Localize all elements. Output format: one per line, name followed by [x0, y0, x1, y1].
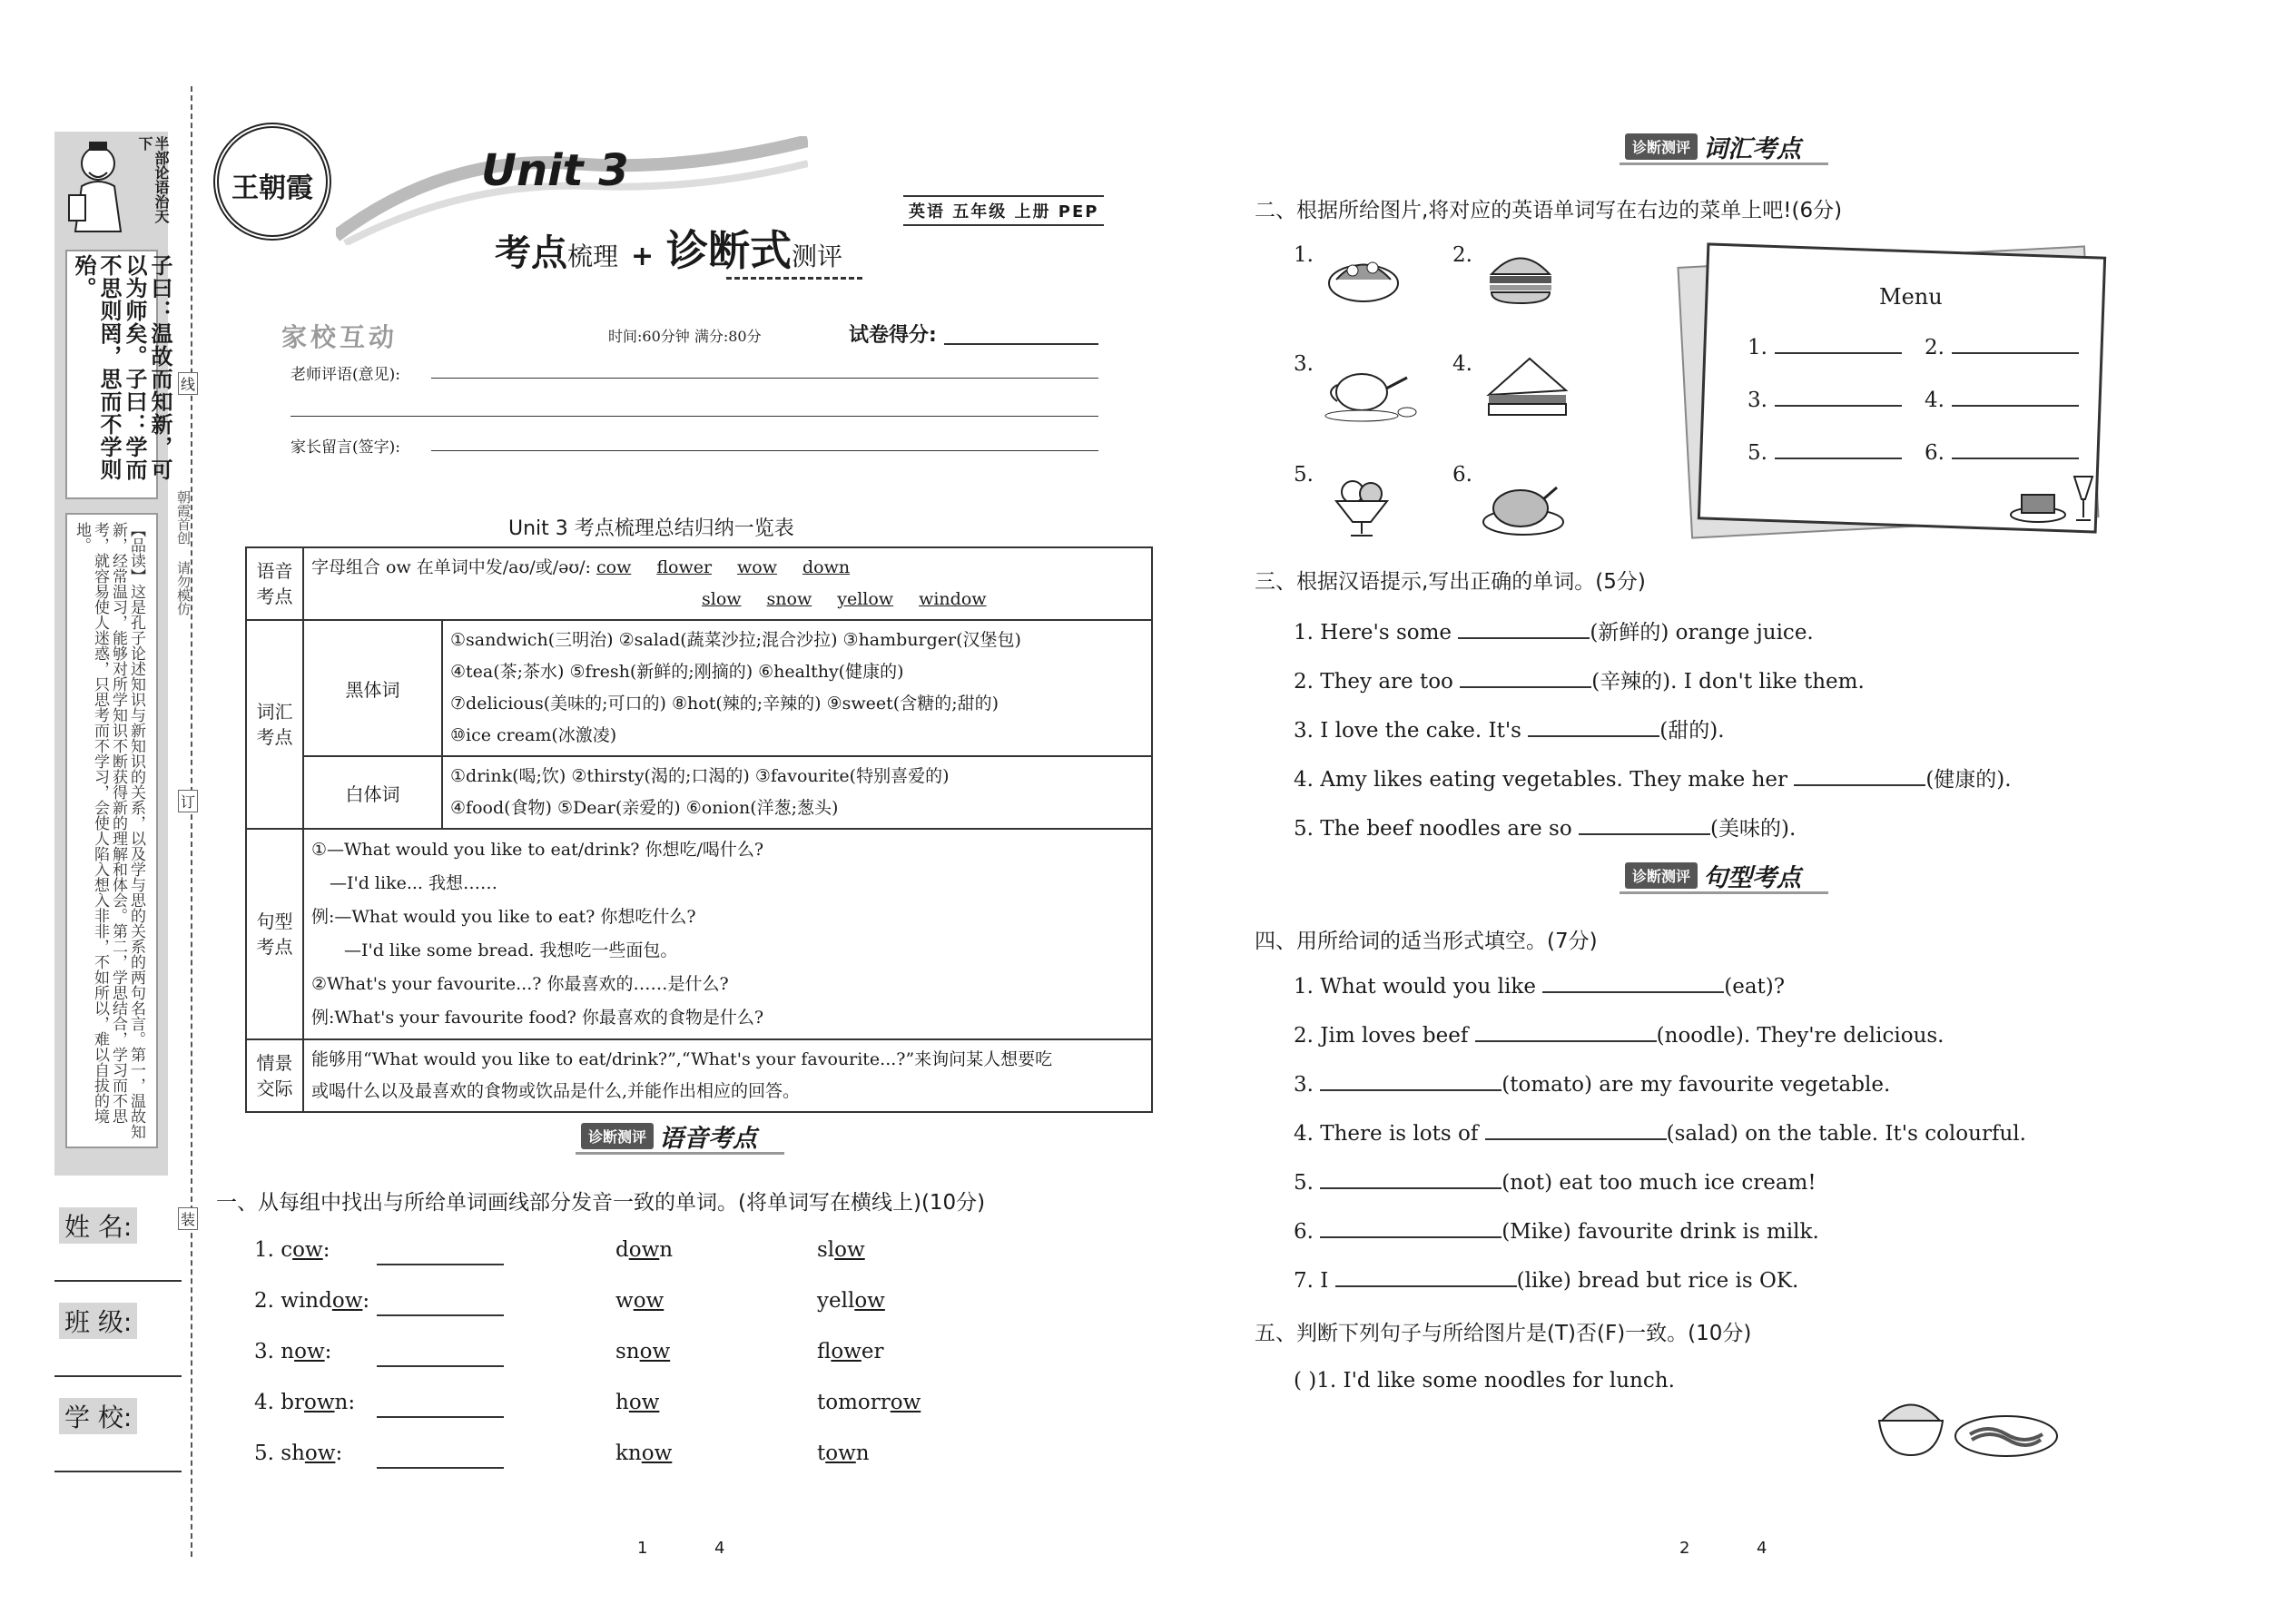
table-row	[246, 1039, 1152, 1112]
situation-line: 或喝什么以及最喜欢的食物或饮品是什么,并能作出相应的回答。	[311, 1081, 801, 1101]
q1-word: window:	[281, 1289, 370, 1313]
subtitle-dash	[726, 277, 862, 280]
banner-arrow	[1620, 160, 1828, 165]
pic-num: 5.	[1294, 463, 1314, 487]
menu-item: 4.	[1925, 389, 2079, 412]
menu-answer-blank[interactable]	[1775, 352, 1902, 354]
q1-option: town	[817, 1442, 870, 1465]
q4-answer-blank[interactable]	[1320, 1089, 1501, 1091]
banner-arrow	[576, 1149, 784, 1155]
ice-cream-icon	[1325, 472, 1398, 544]
banner-name: 词汇考点	[1703, 135, 1802, 163]
white-words-line: ④food(食物) ⑤Dear(亲爱的) ⑥onion(洋葱;葱头)	[450, 798, 839, 818]
confucius-illustration	[62, 136, 133, 236]
q3-item: 5. The beef noodles are so (美味的).	[1294, 817, 1797, 841]
menu-item: 2.	[1925, 336, 2079, 359]
school-label: 学 校:	[59, 1398, 137, 1434]
class-label: 班 级:	[59, 1303, 137, 1339]
menu-item: 1.	[1748, 336, 1902, 359]
q3-item: 3. I love the cake. It's (甜的).	[1294, 719, 1725, 743]
rice-bowl-icon	[1875, 1393, 1947, 1465]
sentence-category: 句型考点	[246, 829, 303, 1039]
pic-num: 4.	[1452, 352, 1472, 376]
phonics-word: wow	[737, 557, 777, 577]
situation-category: 情景交际	[246, 1039, 303, 1112]
teacher-comment-label: 老师评语(意见):	[290, 366, 400, 384]
q1-row	[254, 1340, 331, 1363]
subtitle-part-a: 考点	[495, 232, 567, 274]
subtitle-part-b: 梳理	[567, 241, 619, 271]
q4-answer-blank[interactable]	[1542, 991, 1724, 993]
banner-tag: 诊断测评	[581, 1123, 654, 1149]
q5-heading: 五、判断下列句子与所给图片是(T)否(F)一致。(10分)	[1255, 1322, 1752, 1345]
menu-answer-blank[interactable]	[1952, 352, 2079, 354]
school-field[interactable]	[54, 1471, 182, 1472]
banner-arrow	[1620, 889, 1828, 894]
q1-answer-blank[interactable]	[377, 1314, 504, 1316]
menu-item: 6.	[1925, 441, 2079, 465]
subtitle-plus: +	[630, 241, 655, 272]
table-row	[246, 547, 1152, 620]
table-row	[246, 756, 1152, 829]
sentence-line: 例:—What would you like to eat? 你想吃什么?	[311, 907, 696, 927]
q1-option: down	[615, 1238, 674, 1262]
q2-heading: 二、根据所给图片,将对应的英语单词写在右边的菜单上吧!(6分)	[1255, 199, 1843, 222]
q4-answer-blank[interactable]	[1320, 1236, 1501, 1238]
cut-label-bind: 装	[178, 1207, 198, 1230]
parent-comment-label: 家长留言(签字):	[290, 438, 400, 457]
page-number-right-a: 2	[1679, 1539, 1690, 1558]
q1-option: snow	[615, 1340, 671, 1363]
parent-comment-field[interactable]	[431, 450, 1098, 451]
pic-num: 6.	[1452, 463, 1472, 487]
q1-answer-blank[interactable]	[377, 1365, 504, 1367]
unit-title: Unit 3	[481, 145, 629, 196]
q1-num: 3.	[254, 1340, 274, 1363]
q1-word: cow:	[281, 1238, 330, 1262]
teacher-comment-field[interactable]	[431, 378, 1098, 379]
banner-name: 语音考点	[659, 1125, 758, 1153]
subtitle-part-d: 测评	[792, 241, 843, 271]
page-number-right-b: 4	[1757, 1539, 1767, 1558]
q4-answer-blank[interactable]	[1475, 1040, 1657, 1042]
menu-answer-blank[interactable]	[1775, 458, 1902, 459]
logo-text: 王朝霞	[231, 172, 313, 204]
phonics-word: snow	[766, 589, 812, 609]
q4-item: 5. (not) eat too much ice cream!	[1294, 1171, 1816, 1195]
q1-word: show:	[281, 1442, 343, 1465]
q4-item: 1. What would you like (eat)?	[1294, 975, 1786, 999]
sandwich-icon	[1480, 354, 1570, 426]
q4-answer-blank[interactable]	[1335, 1285, 1517, 1287]
cut-label-line: 线	[178, 372, 198, 395]
salad-icon	[1325, 245, 1403, 312]
subtitle-part-c: 诊断式	[666, 226, 793, 275]
phonics-cell	[303, 547, 1152, 620]
q3-answer-blank[interactable]	[1794, 784, 1925, 786]
q1-option: know	[615, 1442, 673, 1465]
white-words-line: ①drink(喝;饮) ②thirsty(渴的;口渴的) ③favourite(特别喜爱的)	[450, 766, 950, 786]
menu-answer-blank[interactable]	[1775, 405, 1902, 407]
q3-item: 2. They are too (辛辣的). I don't like them.	[1294, 670, 1865, 694]
sentence-banner	[1625, 858, 1801, 894]
q3-heading: 三、根据汉语提示,写出正确的单词。(5分)	[1255, 570, 1646, 594]
cut-label-order: 订	[178, 790, 198, 812]
grade-info: 英语 五年级 上册 PEP	[903, 195, 1104, 226]
q1-option: flower	[817, 1340, 884, 1363]
bold-words-line: ⑦delicious(美味的;可口的) ⑧hot(辣的;辛辣的) ⑨sweet(含糖的;甜的)	[450, 694, 999, 714]
phonics-word: cow	[596, 557, 632, 577]
menu-title: Menu	[1879, 284, 1943, 310]
page-number-left-a: 1	[637, 1539, 648, 1558]
q4-item: 7. I (like) bread but rice is OK.	[1294, 1269, 1799, 1293]
situation-cell	[303, 1039, 1152, 1112]
q1-answer-blank[interactable]	[377, 1467, 504, 1469]
table-row	[246, 829, 1152, 1039]
pic-num: 3.	[1294, 352, 1314, 376]
q3-answer-blank[interactable]	[1460, 686, 1591, 688]
q3-answer-blank[interactable]	[1458, 637, 1590, 639]
phonics-word: window	[919, 589, 987, 609]
home-school-label: 家校互动	[281, 322, 399, 352]
score-label: 试卷得分:	[849, 324, 937, 347]
sentence-line: ②What's your favourite...? 你最喜欢的……是什么?	[311, 974, 729, 994]
confucius-quote: 子曰：温故而知新，可以为师矣。子曰：学而不思则罔，思而不学则殆。	[71, 254, 172, 481]
q1-option: tomorrow	[817, 1391, 921, 1414]
table-row	[246, 620, 1152, 756]
page-subtitle	[495, 218, 842, 278]
vocab-category: 词汇考点	[246, 620, 303, 829]
sentence-line: —I'd like... 我想……	[330, 873, 497, 893]
q1-answer-blank[interactable]	[377, 1264, 504, 1265]
q3-answer-blank[interactable]	[1579, 833, 1710, 835]
vocab-banner	[1625, 129, 1801, 165]
q3-item: 4. Amy likes eating vegetables. They make her (健康的).	[1294, 768, 2012, 792]
q3-answer-blank[interactable]	[1528, 735, 1659, 737]
q1-word: now:	[281, 1340, 332, 1363]
q4-item: 4. There is lots of (salad) on the table. It's colourful.	[1294, 1122, 2026, 1146]
menu-answer-blank[interactable]	[1952, 458, 2079, 459]
phonics-banner	[581, 1118, 757, 1155]
bold-words-line: ⑩ice cream(冰激凌)	[450, 725, 617, 745]
q5-item: ( )1. I'd like some noodles for lunch.	[1294, 1369, 1675, 1393]
q4-item: 6. (Mike) favourite drink is milk.	[1294, 1220, 1819, 1244]
cake-drink-icon	[2002, 468, 2102, 530]
noodles-plate-icon	[1952, 1407, 2061, 1465]
q1-num: 4.	[254, 1391, 274, 1414]
banner-tag: 诊断测评	[1625, 862, 1698, 889]
teacher-comment-field-2[interactable]	[290, 416, 1098, 417]
q4-item: 2. Jim loves beef (noodle). They're delicious.	[1294, 1024, 1944, 1048]
q1-option: yellow	[817, 1289, 885, 1313]
pic-num: 2.	[1452, 243, 1472, 267]
q1-row	[254, 1391, 355, 1414]
phonics-word: down	[802, 557, 851, 577]
menu-answer-blank[interactable]	[1952, 405, 2079, 407]
banner-tag: 诊断测评	[1625, 133, 1698, 160]
banner-name: 句型考点	[1703, 864, 1802, 892]
sentence-cell	[303, 829, 1152, 1039]
phonics-word: flower	[656, 557, 713, 577]
white-words-label: 白体词	[303, 756, 442, 829]
q4-item: 3. (tomato) are my favourite vegetable.	[1294, 1073, 1891, 1097]
q3-item: 1. Here's some (新鲜的) orange juice.	[1294, 621, 1814, 645]
phonics-rule: 字母组合 ow 在单词中发/aʊ/或/əʊ/:	[311, 557, 591, 577]
q1-row	[254, 1238, 330, 1262]
bold-words-cell	[442, 620, 1152, 756]
motto-text: 半部论语治天下	[136, 136, 170, 223]
name-label: 姓 名:	[59, 1207, 137, 1244]
q1-word: brown:	[281, 1391, 356, 1414]
class-field[interactable]	[54, 1375, 182, 1377]
phonics-word: slow	[702, 589, 742, 609]
q4-answer-blank[interactable]	[1320, 1187, 1501, 1189]
pic-num: 1.	[1294, 243, 1314, 267]
q1-num: 1.	[254, 1238, 274, 1262]
pindu-text: 【品读】这是孔子论述知识与新知识的关系，以及学与思的关系的两句名言。第一，温故知新，经常温习，能够对所学知识不断获得新的理解和体会。第二，学思结合，学习而不思考，就容易使人迷惑，只思考而不学习，会使人陷入想入非非，不如所以，难以自拔的境地。	[73, 522, 145, 1139]
teapot-icon	[1321, 354, 1421, 430]
q4-heading: 四、用所给词的适当形式填空。(7分)	[1255, 930, 1598, 953]
roast-chicken-icon	[1480, 477, 1566, 544]
bold-words-line: ④tea(茶;茶水) ⑤fresh(新鲜的;刚摘的) ⑥healthy(健康的)	[450, 662, 904, 682]
q1-num: 2.	[254, 1289, 274, 1313]
q1-option: wow	[615, 1289, 665, 1313]
side-note: 朝霞首创 请勿模仿	[175, 490, 192, 615]
q1-row	[254, 1289, 369, 1313]
q1-row	[254, 1442, 342, 1465]
q1-answer-blank[interactable]	[377, 1416, 504, 1418]
q1-num: 5.	[254, 1442, 274, 1465]
score-field[interactable]	[944, 343, 1098, 345]
cut-line	[191, 86, 192, 1557]
q4-answer-blank[interactable]	[1485, 1138, 1667, 1140]
summary-table	[245, 546, 1153, 1113]
situation-line: 能够用“What would you like to eat/drink?”,“What's your favourite...?”来询问某人想要吃	[311, 1049, 1053, 1069]
phonics-category: 语音考点	[246, 547, 303, 620]
page-number-left-b: 4	[714, 1539, 725, 1558]
time-score-info: 时间:60分钟 满分:80分	[608, 328, 762, 345]
q1-heading: 一、从每组中找出与所给单词画线部分发音一致的单词。(将单词写在横线上)(10分)	[216, 1191, 986, 1215]
sentence-line: —I'd like some bread. 我想吃一些面包。	[344, 940, 678, 960]
bold-words-label: 黑体词	[303, 620, 442, 756]
sentence-line: 例:What's your favourite food? 你最喜欢的食物是什么?	[311, 1008, 764, 1028]
name-field[interactable]	[54, 1280, 182, 1282]
phonics-word: yellow	[837, 589, 894, 609]
hamburger-icon	[1484, 247, 1557, 314]
white-words-cell	[442, 756, 1152, 829]
q1-option: how	[615, 1391, 660, 1414]
summary-table-title: Unit 3 考点梳理总结归纳一览表	[508, 517, 794, 540]
sentence-line: ①—What would you like to eat/drink? 你想吃/喝什么?	[311, 840, 764, 860]
menu-item: 5.	[1748, 441, 1902, 465]
q1-option: slow	[817, 1238, 865, 1262]
bold-words-line: ①sandwich(三明治) ②salad(蔬菜沙拉;混合沙拉) ③hamburger(汉堡包)	[450, 630, 1021, 650]
menu-item: 3.	[1748, 389, 1902, 412]
